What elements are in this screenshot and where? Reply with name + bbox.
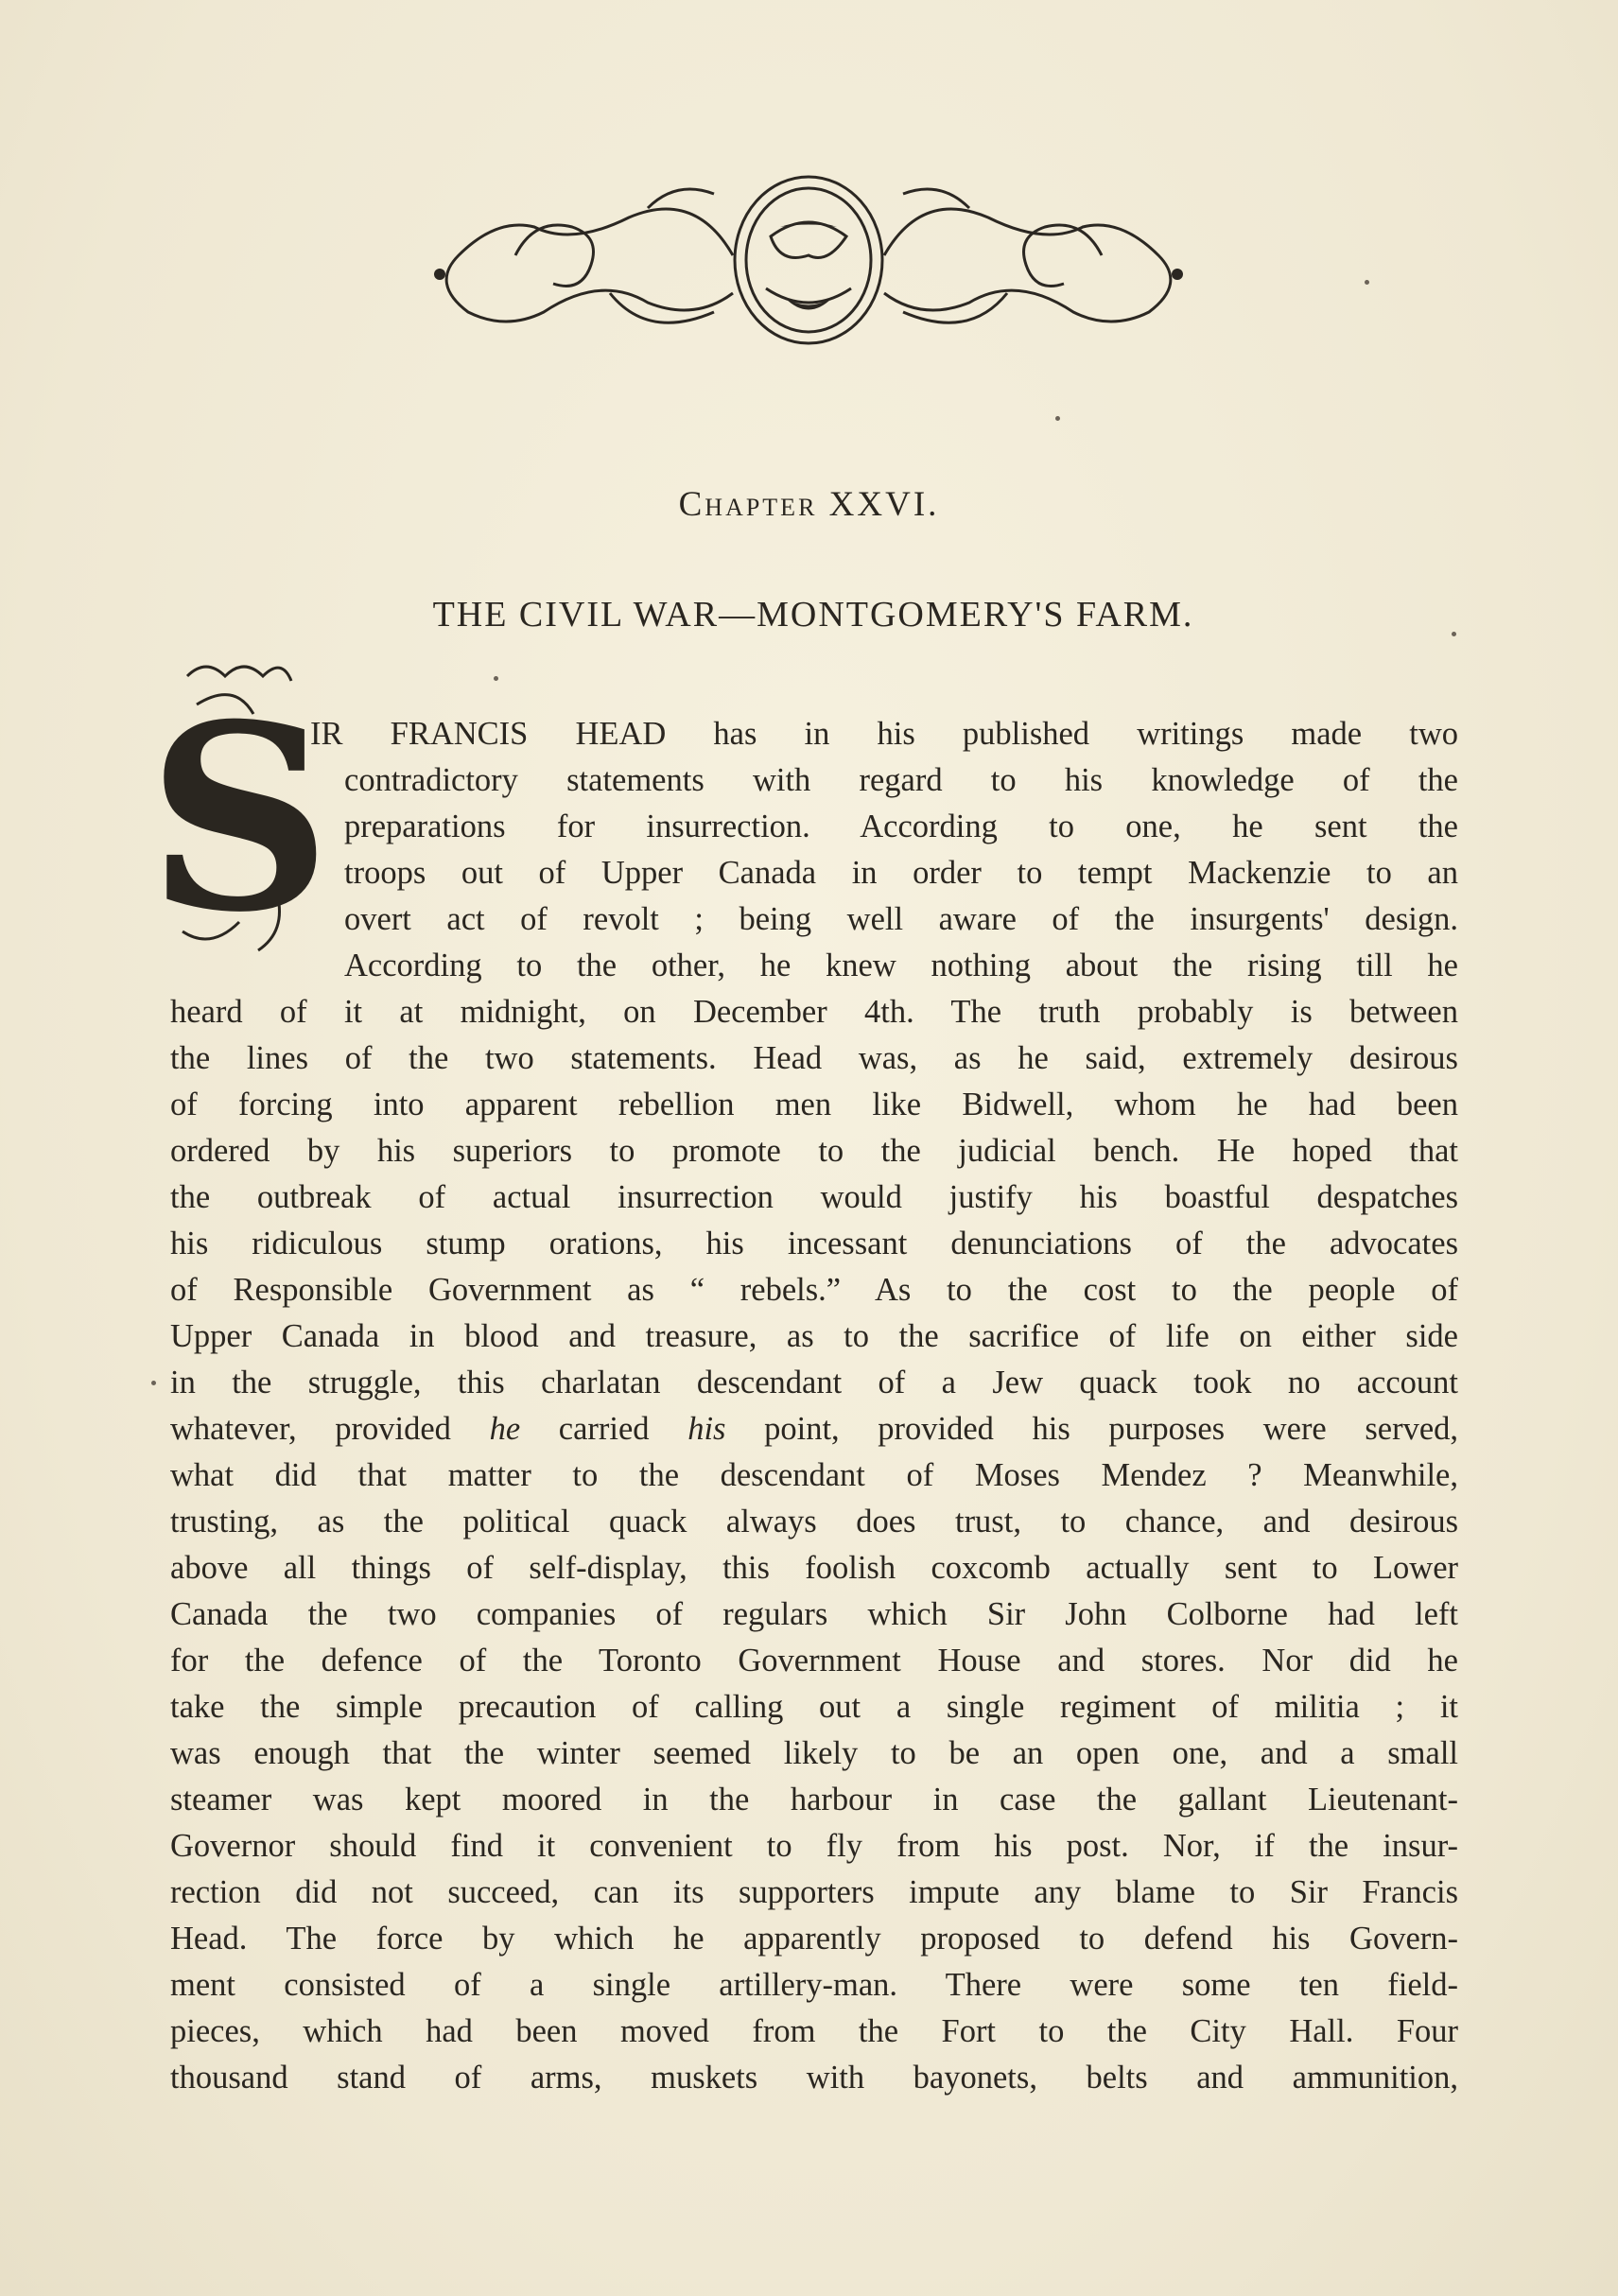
- text-line: preparations for insurrection. According to one, he sent the: [344, 809, 1458, 844]
- text-line: for the defence of the Toronto Government House and stores. Nor did he: [170, 1643, 1458, 1679]
- chapter-number: [0, 484, 1618, 525]
- paper-speck: [494, 676, 498, 681]
- italic-word: his: [687, 1411, 726, 1447]
- text-fragment: point, provided his purposes were served,: [764, 1411, 1459, 1447]
- paper-speck: [151, 1381, 156, 1385]
- text-line: Upper Canada in blood and treasure, as to the sacrifice of life on either side: [170, 1318, 1458, 1354]
- text-line: contradictory statements with regard to his knowledge of the: [344, 762, 1458, 798]
- chapter-label: Chapter: [678, 485, 818, 524]
- text-line: thousand stand of arms, muskets with bayonets, belts and ammunition,: [170, 2060, 1458, 2096]
- text-line: overt act of revolt ; being well aware of the insurgents' design.: [344, 901, 1458, 937]
- chapter-title: THE CIVIL WAR—MONTGOMERY'S FARM.: [432, 595, 1194, 635]
- text-fragment: carried: [558, 1411, 650, 1447]
- text-line: rection did not succeed, can its supporters impute any blame to Sir Francis: [170, 1874, 1458, 1910]
- chapter-numeral: XXVI.: [828, 485, 940, 524]
- text-line: take the simple precaution of calling out a single regiment of militia ; it: [170, 1689, 1458, 1725]
- body-text: [170, 711, 1458, 2101]
- text-line: what did that matter to the descendant of Moses Mendez ? Meanwhile,: [170, 1457, 1458, 1493]
- text-line: troops out of Upper Canada in order to tempt Mackenzie to an: [344, 855, 1458, 891]
- text-line: in the struggle, this charlatan descendant of a Jew quack took no account: [170, 1365, 1458, 1400]
- text-line-italic: [170, 1406, 1458, 1452]
- text-line: steamer was kept moored in the harbour in case the gallant Lieutenant-: [170, 1782, 1458, 1818]
- text-line: of Responsible Government as “ rebels.” As to the cost to the people of: [170, 1272, 1458, 1308]
- text-line: of forcing into apparent rebellion men like Bidwell, whom he had been: [170, 1087, 1458, 1122]
- text-line: pieces, which had been moved from the Fort to the City Hall. Four: [170, 2013, 1458, 2049]
- text-line: trusting, as the political quack always does trust, to chance, and desirous: [170, 1504, 1458, 1539]
- text-line: heard of it at midnight, on December 4th. The truth probably is between: [170, 994, 1458, 1030]
- text-line: the outbreak of actual insurrection would justify his boastful despatches: [170, 1179, 1458, 1215]
- text-line: the lines of the two statements. Head was, as he said, extremely desirous: [170, 1040, 1458, 1076]
- italic-word: he: [489, 1411, 521, 1447]
- paper-speck: [1452, 632, 1456, 636]
- text-fragment: whatever, provided: [170, 1411, 451, 1447]
- text-line: IR FRANCIS HEAD has in his published writings made two: [310, 716, 1458, 752]
- text-line: his ridiculous stump orations, his incessant denunciations of the advocates: [170, 1226, 1458, 1261]
- text-line: ordered by his superiors to promote to the judicial bench. He hoped that: [170, 1133, 1458, 1169]
- text-line: ment consisted of a single artillery-man. There were some ten field-: [170, 1967, 1458, 2003]
- text-line: Governor should find it convenient to fly from his post. Nor, if the insur-: [170, 1828, 1458, 1864]
- drop-cap-letter: S: [147, 668, 332, 968]
- text-line: Head. The force by which he apparently proposed to defend his Govern-: [170, 1921, 1458, 1957]
- text-line: Canada the two companies of regulars which Sir John Colborne had left: [170, 1596, 1458, 1632]
- text-line: According to the other, he knew nothing about the rising till he: [344, 948, 1458, 983]
- paper-speck: [1365, 280, 1369, 285]
- chapter-headpiece-ornament: [402, 170, 1215, 359]
- text-line: was enough that the winter seemed likely to be an open one, and a small: [170, 1735, 1458, 1771]
- text-line: above all things of self-display, this foolish coxcomb actually sent to Lower: [170, 1550, 1458, 1586]
- paper-speck: [1055, 416, 1060, 421]
